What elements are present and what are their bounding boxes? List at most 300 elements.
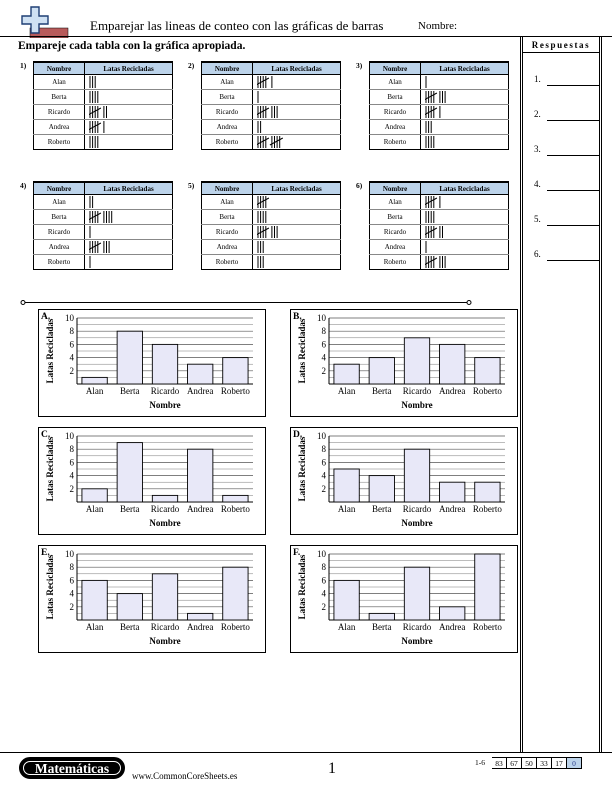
tally-cell [421, 240, 509, 255]
y-axis-label: Latas Recicladas [297, 554, 307, 620]
score-cell: 50 [522, 757, 537, 769]
tally-marks [89, 225, 129, 239]
tally-marks [257, 75, 297, 89]
y-tick-label: 4 [69, 352, 74, 363]
tally-cell [85, 105, 173, 120]
table-row [34, 195, 173, 210]
bar-alan [334, 580, 359, 620]
tally-table-grid [369, 181, 509, 270]
section-divider [20, 300, 472, 305]
chart-plot [39, 310, 267, 418]
plus-ruler-icon [16, 4, 72, 38]
y-tick-label: 8 [69, 444, 74, 455]
tally-table-grid [369, 61, 509, 150]
tally-header-row [370, 62, 509, 75]
y-tick-label: 6 [69, 575, 74, 586]
y-tick-label: 8 [321, 444, 326, 455]
tally-cell [421, 120, 509, 135]
tally-marks [425, 105, 465, 119]
chart-letter: C. [41, 430, 51, 440]
x-tick-label: Alan [85, 504, 104, 514]
x-tick-label: Roberto [472, 622, 502, 632]
tally-cell [85, 120, 173, 135]
table-row [34, 135, 173, 150]
tally-marks [89, 240, 129, 254]
bar-berta [117, 443, 142, 502]
subject-badge [19, 757, 125, 779]
column-header-name: Nombre [34, 62, 85, 75]
x-tick-label: Berta [372, 622, 392, 632]
table-row [370, 135, 509, 150]
tally-marks [425, 75, 465, 89]
row-name: Ricardo [34, 225, 85, 240]
tally-cell [421, 225, 509, 240]
row-name: Roberto [370, 135, 421, 150]
bar-berta [117, 331, 142, 384]
row-name: Alan [370, 195, 421, 210]
y-tick-label: 4 [69, 470, 74, 481]
tally-table-grid [201, 61, 341, 150]
answer-number: 4. [534, 179, 541, 189]
table-row [370, 195, 509, 210]
tally-marks [425, 240, 465, 254]
y-axis-label: Latas Recicladas [45, 436, 55, 502]
x-tick-label: Andrea [186, 622, 214, 632]
table-row [370, 105, 509, 120]
row-name: Berta [34, 210, 85, 225]
y-tick-label: 6 [69, 339, 74, 350]
answer-line-4[interactable] [547, 190, 599, 191]
row-name: Andrea [34, 240, 85, 255]
bar-roberto [475, 554, 500, 620]
table-row [202, 105, 341, 120]
tally-cell [85, 210, 173, 225]
bar-ricardo [404, 449, 429, 502]
table-row [34, 105, 173, 120]
answer-line-3[interactable] [547, 155, 599, 156]
tally-cell [85, 195, 173, 210]
bar-andrea [188, 449, 213, 502]
bar-alan [82, 580, 107, 620]
bar-chart-b [290, 309, 518, 417]
table-row [370, 210, 509, 225]
tally-header-row [370, 182, 509, 195]
table-row [202, 135, 341, 150]
x-tick-label: Roberto [220, 622, 250, 632]
tally-header-row [202, 62, 341, 75]
x-tick-label: Roberto [220, 386, 250, 396]
y-tick-label: 4 [69, 588, 74, 599]
bar-chart-f [290, 545, 518, 653]
x-axis-label: Nombre [149, 636, 181, 646]
bar-ricardo [152, 344, 177, 384]
column-header-value: Latas Recicladas [253, 182, 341, 195]
answer-number: 5. [534, 214, 541, 224]
bar-roberto [475, 358, 500, 384]
tally-table-number: 6) [356, 181, 363, 190]
x-tick-label: Ricardo [402, 504, 432, 514]
x-tick-label: Berta [372, 386, 392, 396]
row-name: Roberto [202, 135, 253, 150]
tally-table-number: 5) [188, 181, 195, 190]
row-name: Ricardo [202, 225, 253, 240]
score-cell: 33 [537, 757, 552, 769]
tally-marks [257, 120, 297, 134]
tally-cell [253, 135, 341, 150]
row-name: Roberto [370, 255, 421, 270]
chart-plot [291, 310, 519, 418]
tally-marks [425, 255, 465, 269]
column-header-name: Nombre [370, 62, 421, 75]
table-row [202, 195, 341, 210]
tally-table-grid [201, 181, 341, 270]
tally-marks [257, 135, 297, 149]
bar-andrea [440, 482, 465, 502]
chart-letter: D. [293, 430, 303, 440]
y-tick-label: 8 [321, 326, 326, 337]
y-tick-label: 2 [69, 483, 74, 494]
table-row [34, 120, 173, 135]
x-tick-label: Ricardo [150, 504, 180, 514]
x-axis-label: Nombre [149, 518, 181, 528]
tally-cell [253, 90, 341, 105]
bar-berta [369, 358, 394, 384]
tally-cell [421, 210, 509, 225]
answer-number: 6. [534, 249, 541, 259]
y-tick-label: 10 [317, 313, 326, 323]
tally-marks [89, 195, 129, 209]
row-name: Berta [202, 90, 253, 105]
tally-cell [253, 255, 341, 270]
x-tick-label: Berta [372, 504, 392, 514]
tally-marks [89, 120, 129, 134]
chart-plot [291, 546, 519, 654]
bar-ricardo [152, 574, 177, 620]
bar-alan [334, 469, 359, 502]
x-tick-label: Alan [337, 622, 356, 632]
tally-table-number: 3) [356, 61, 363, 70]
y-axis-label: Latas Recicladas [297, 436, 307, 502]
row-name: Alan [202, 195, 253, 210]
row-name: Alan [34, 195, 85, 210]
y-tick-label: 10 [65, 431, 74, 441]
y-tick-label: 10 [317, 431, 326, 441]
bar-ricardo [404, 338, 429, 384]
row-name: Roberto [34, 135, 85, 150]
bar-andrea [440, 344, 465, 384]
score-cell: 83 [492, 757, 507, 769]
tally-marks [89, 210, 129, 224]
answer-line-5[interactable] [547, 225, 599, 226]
name-label: Nombre: [418, 20, 458, 32]
tally-cell [421, 105, 509, 120]
column-header-value: Latas Recicladas [253, 62, 341, 75]
tally-table-number: 1) [20, 61, 27, 70]
tally-marks [89, 135, 129, 149]
answer-line-6[interactable] [547, 260, 599, 261]
bar-chart-d [290, 427, 518, 535]
row-name: Andrea [202, 240, 253, 255]
table-row [34, 210, 173, 225]
y-tick-label: 4 [321, 470, 326, 481]
tally-cell [421, 195, 509, 210]
y-tick-label: 8 [69, 326, 74, 337]
bar-berta [369, 476, 394, 502]
tally-marks [425, 90, 465, 104]
y-axis-label: Latas Recicladas [45, 318, 55, 384]
answer-line-1[interactable] [547, 85, 599, 86]
tally-marks [257, 225, 297, 239]
x-tick-label: Roberto [472, 386, 502, 396]
tally-marks [425, 135, 465, 149]
tally-cell [85, 75, 173, 90]
y-tick-label: 4 [321, 352, 326, 363]
bar-roberto [223, 567, 248, 620]
score-range: 1-6 [475, 758, 485, 767]
bar-chart-a [38, 309, 266, 417]
answer-line-2[interactable] [547, 120, 599, 121]
row-name: Andrea [34, 120, 85, 135]
tally-cell [85, 225, 173, 240]
column-header-name: Nombre [202, 62, 253, 75]
tally-marks [257, 90, 297, 104]
chart-letter: A. [41, 312, 51, 322]
x-tick-label: Alan [337, 386, 356, 396]
tally-marks [89, 255, 129, 269]
table-row [202, 255, 341, 270]
row-name: Ricardo [370, 225, 421, 240]
table-row [202, 240, 341, 255]
tally-cell [421, 255, 509, 270]
row-name: Alan [34, 75, 85, 90]
tally-marks [425, 120, 465, 134]
score-cell: 17 [552, 757, 567, 769]
tally-cell [85, 255, 173, 270]
tally-cell [421, 90, 509, 105]
answer-number: 2. [534, 109, 541, 119]
y-tick-label: 2 [69, 365, 74, 376]
row-name: Ricardo [202, 105, 253, 120]
x-tick-label: Andrea [186, 504, 214, 514]
row-name: Alan [370, 75, 421, 90]
column-header-value: Latas Recicladas [421, 62, 509, 75]
row-name: Andrea [370, 240, 421, 255]
x-tick-label: Ricardo [402, 622, 432, 632]
x-tick-label: Andrea [186, 386, 214, 396]
x-tick-label: Roberto [220, 504, 250, 514]
x-tick-label: Roberto [472, 504, 502, 514]
table-row [34, 90, 173, 105]
row-name: Berta [370, 90, 421, 105]
y-tick-label: 8 [69, 562, 74, 573]
row-name: Roberto [34, 255, 85, 270]
y-tick-label: 2 [321, 483, 326, 494]
tally-cell [253, 120, 341, 135]
tally-table-number: 2) [188, 61, 195, 70]
x-tick-label: Andrea [438, 386, 466, 396]
y-tick-label: 6 [321, 339, 326, 350]
row-name: Andrea [202, 120, 253, 135]
bar-berta [369, 613, 394, 620]
x-tick-label: Andrea [438, 622, 466, 632]
bar-andrea [440, 607, 465, 620]
tally-marks [257, 195, 297, 209]
tally-cell [253, 240, 341, 255]
bar-alan [82, 377, 107, 384]
tally-marks [89, 90, 129, 104]
table-row [370, 225, 509, 240]
chart-letter: F. [293, 548, 301, 558]
y-tick-label: 6 [321, 457, 326, 468]
table-row [34, 255, 173, 270]
tally-marks [425, 225, 465, 239]
x-tick-label: Berta [120, 622, 140, 632]
site-url: www.CommonCoreSheets.es [132, 771, 238, 781]
table-row [34, 75, 173, 90]
tally-marks [257, 210, 297, 224]
score-strip [470, 757, 582, 769]
x-axis-label: Nombre [401, 636, 433, 646]
tally-cell [253, 75, 341, 90]
tally-marks [425, 195, 465, 209]
row-name: Andrea [370, 120, 421, 135]
tally-cell [421, 75, 509, 90]
x-tick-label: Andrea [438, 504, 466, 514]
table-row [202, 210, 341, 225]
x-tick-label: Alan [85, 386, 104, 396]
y-axis-label: Latas Recicladas [297, 318, 307, 384]
bar-ricardo [152, 495, 177, 502]
chart-plot [39, 428, 267, 536]
table-row [34, 225, 173, 240]
bar-alan [334, 364, 359, 384]
bar-chart-c [38, 427, 266, 535]
x-axis-label: Nombre [401, 400, 433, 410]
x-tick-label: Ricardo [150, 386, 180, 396]
answers-title: Respuestas [531, 40, 591, 50]
bar-andrea [188, 364, 213, 384]
answers-title-divider [523, 52, 599, 53]
tally-table-grid [33, 181, 173, 270]
table-row [370, 90, 509, 105]
y-tick-label: 2 [69, 601, 74, 612]
row-name: Berta [370, 210, 421, 225]
bar-alan [82, 489, 107, 502]
table-row [370, 75, 509, 90]
answers-panel [520, 36, 602, 752]
table-row [370, 120, 509, 135]
table-row [202, 120, 341, 135]
x-tick-label: Ricardo [402, 386, 432, 396]
bar-berta [117, 594, 142, 620]
y-tick-label: 2 [321, 601, 326, 612]
tally-header-row [202, 182, 341, 195]
answer-number: 3. [534, 144, 541, 154]
row-name: Roberto [202, 255, 253, 270]
tally-cell [253, 225, 341, 240]
y-tick-label: 4 [321, 588, 326, 599]
tally-cell [421, 135, 509, 150]
tally-marks [257, 255, 297, 269]
x-tick-label: Ricardo [150, 622, 180, 632]
row-name: Berta [34, 90, 85, 105]
footer-divider [0, 752, 612, 753]
bar-ricardo [404, 567, 429, 620]
table-row [202, 90, 341, 105]
tally-marks [257, 240, 297, 254]
tally-cell [253, 210, 341, 225]
page-title: Emparejar las lineas de conteo con las gráficas de barras [90, 18, 384, 33]
bar-andrea [188, 613, 213, 620]
y-tick-label: 6 [321, 575, 326, 586]
table-row [34, 240, 173, 255]
page-number: 1 [328, 760, 336, 777]
tally-marks [257, 105, 297, 119]
y-tick-label: 6 [69, 457, 74, 468]
row-name: Ricardo [34, 105, 85, 120]
tally-cell [253, 105, 341, 120]
tally-cell [85, 240, 173, 255]
bar-chart-e [38, 545, 266, 653]
tally-marks [89, 75, 129, 89]
score-cell: 67 [507, 757, 522, 769]
answer-number: 1. [534, 74, 541, 84]
chart-plot [291, 428, 519, 536]
table-row [202, 225, 341, 240]
column-header-name: Nombre [34, 182, 85, 195]
row-name: Berta [202, 210, 253, 225]
subject-badge-label: Matemáticas [23, 761, 121, 775]
bar-roberto [223, 358, 248, 384]
tally-marks [89, 105, 129, 119]
x-tick-label: Berta [120, 386, 140, 396]
instructions: Empareje cada tabla con la gráfica apropiada. [18, 40, 246, 52]
y-axis-label: Latas Recicladas [45, 554, 55, 620]
column-header-name: Nombre [370, 182, 421, 195]
tally-cell [85, 90, 173, 105]
y-tick-label: 10 [65, 549, 74, 559]
score-cell: 0 [567, 757, 582, 769]
column-header-value: Latas Recicladas [85, 182, 173, 195]
x-axis-label: Nombre [401, 518, 433, 528]
bar-roberto [475, 482, 500, 502]
tally-marks [425, 210, 465, 224]
x-axis-label: Nombre [149, 400, 181, 410]
y-tick-label: 8 [321, 562, 326, 573]
tally-header-row [34, 62, 173, 75]
tally-cell [85, 135, 173, 150]
y-tick-label: 10 [65, 313, 74, 323]
chart-plot [39, 546, 267, 654]
column-header-value: Latas Recicladas [85, 62, 173, 75]
y-tick-label: 2 [321, 365, 326, 376]
table-row [370, 240, 509, 255]
tally-table-grid [33, 61, 173, 150]
row-name: Ricardo [370, 105, 421, 120]
x-tick-label: Berta [120, 504, 140, 514]
table-row [202, 75, 341, 90]
row-name: Alan [202, 75, 253, 90]
table-row [370, 255, 509, 270]
chart-letter: E. [41, 548, 50, 558]
x-tick-label: Alan [337, 504, 356, 514]
chart-letter: B. [293, 312, 302, 322]
bar-roberto [223, 495, 248, 502]
column-header-name: Nombre [202, 182, 253, 195]
y-tick-label: 10 [317, 549, 326, 559]
column-header-value: Latas Recicladas [421, 182, 509, 195]
tally-table-number: 4) [20, 181, 27, 190]
